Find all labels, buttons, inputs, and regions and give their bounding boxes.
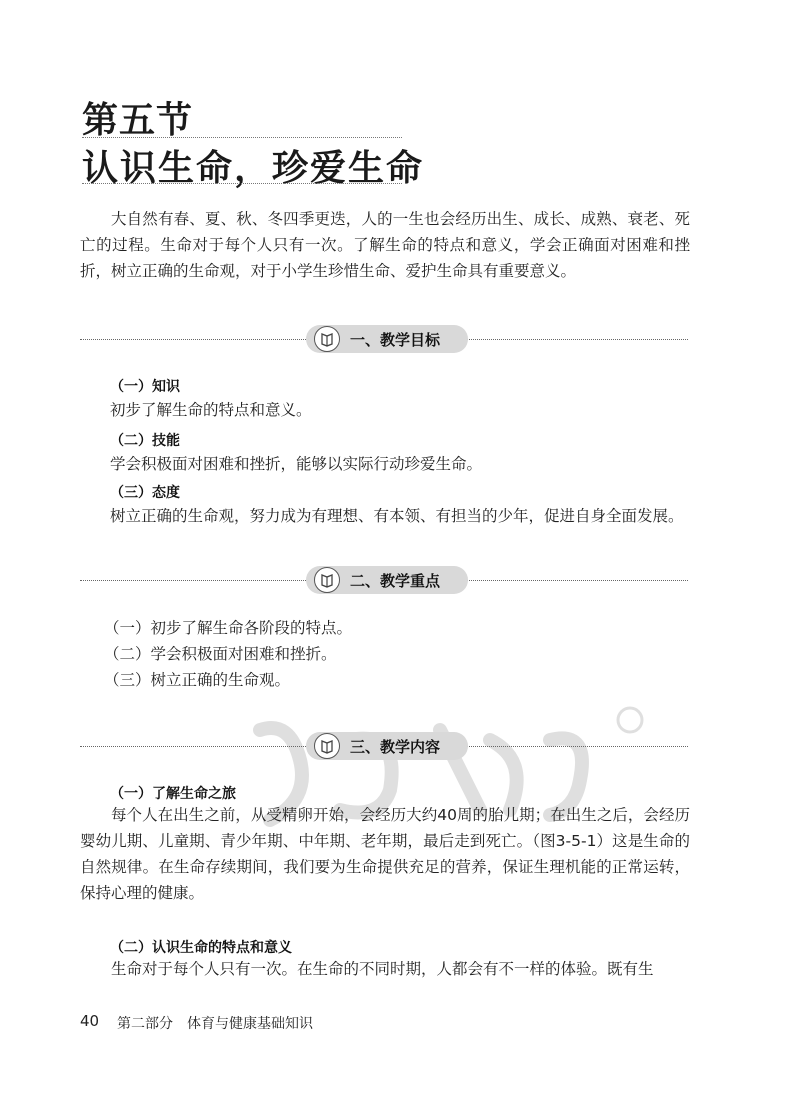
key-point-item: （三）树立正确的生命观。 xyxy=(104,671,291,689)
section-banner-goals xyxy=(306,325,468,353)
content-paragraph-life-meaning: 生命对于每个人只有一次。在生命的不同时期，人都会有不一样的体验。既有生 xyxy=(111,960,654,978)
content-heading-life-journey: （一）了解生命之旅 xyxy=(110,786,236,802)
book-page-icon xyxy=(314,733,340,759)
book-page-icon xyxy=(314,567,340,593)
section-label: 一、教学目标 xyxy=(350,330,441,349)
section-number-title: 第五节 xyxy=(82,99,194,141)
goal-text-skill: 学会积极面对困难和挫折，能够以实际行动珍爱生命。 xyxy=(110,455,483,473)
page-number: 40 xyxy=(80,1012,100,1030)
section-label: 三、教学内容 xyxy=(350,737,441,756)
footer-chapter-label: 第二部分 体育与健康基础知识 xyxy=(117,1016,313,1032)
section-banner-key-points xyxy=(306,566,468,594)
key-point-item: （一）初步了解生命各阶段的特点。 xyxy=(104,619,353,637)
intro-paragraph: 大自然有春、夏、秋、冬四季更迭，人的一生也会经历出生、成长、成熟、衰老、死亡的过程。生命对于每个人只有一次。了解生命的特点和意义，学会正确面对困难和挫折，树立正确的生命观，对于小学生珍惜生命、爱护生命具有重要意义。 xyxy=(80,210,690,280)
goal-text-attitude: 树立正确的生命观，努力成为有理想、有本领、有担当的少年，促进自身全面发展。 xyxy=(110,507,684,525)
section-label: 二、教学重点 xyxy=(350,571,441,590)
goal-heading-knowledge: （一）知识 xyxy=(110,379,180,395)
goal-heading-attitude: （三）态度 xyxy=(110,485,180,501)
content-heading-life-meaning: （二）认识生命的特点和意义 xyxy=(110,940,292,956)
section-banner-content xyxy=(306,732,468,760)
title-divider xyxy=(82,137,402,138)
book-page-icon xyxy=(314,326,340,352)
page-title: 认识生命，珍爱生命 xyxy=(82,147,425,189)
title-divider xyxy=(82,183,402,184)
key-point-item: （二）学会积极面对困难和挫折。 xyxy=(104,645,337,663)
goal-heading-skill: （二）技能 xyxy=(110,433,180,449)
content-paragraph-life-journey: 每个人在出生之前，从受精卵开始，会经历大约40周的胎儿期；在出生之后，会经历婴幼儿期、儿童期、青少年期、中年期、老年期，最后走到死亡。（图3-5-1）这是生命的自然规律。在生命存续期间，我们要为生命提供充足的营养，保证生理机能的正常运转，保持心理的健康。 xyxy=(80,806,690,902)
goal-text-knowledge: 初步了解生命的特点和意义。 xyxy=(110,401,312,419)
